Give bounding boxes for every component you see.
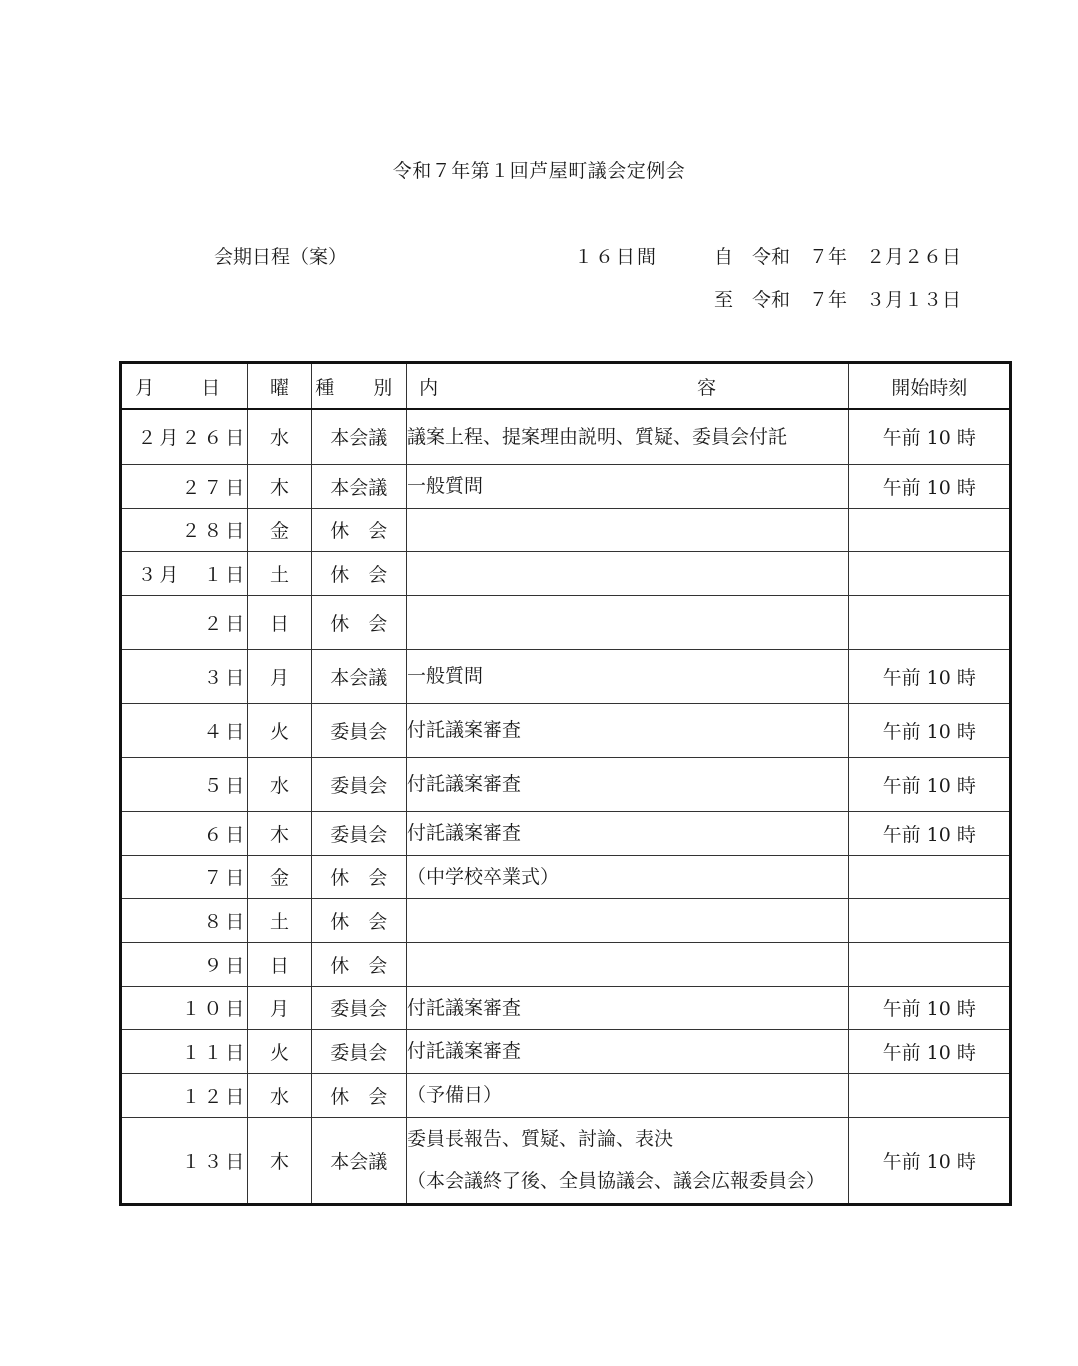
header-start-time: 開始時刻 <box>849 363 1011 410</box>
cell-content <box>406 1073 848 1117</box>
cell-date: １２日 <box>121 1073 248 1117</box>
cell-type: 本会議 <box>311 409 406 464</box>
cell-start-time: 午前 10 時 <box>849 757 1011 811</box>
cell-type: 休 会 <box>311 855 406 898</box>
cell-day-of-week: 水 <box>248 757 311 811</box>
cell-content <box>406 464 848 508</box>
cell-type: 本会議 <box>311 1117 406 1204</box>
cell-day-of-week: 木 <box>248 811 311 855</box>
cell-type: 休 会 <box>311 1073 406 1117</box>
term-label: 会期日程（案） <box>214 246 348 268</box>
cell-type: 委員会 <box>311 757 406 811</box>
schedule-body <box>121 409 1011 1204</box>
cell-date: ９日 <box>121 942 248 986</box>
table-row <box>121 1073 1011 1117</box>
cell-day-of-week: 木 <box>248 464 311 508</box>
cell-start-time: 午前 10 時 <box>849 464 1011 508</box>
cell-day-of-week: 金 <box>248 855 311 898</box>
content-line: 一般質問 <box>406 665 483 687</box>
cell-type: 休 会 <box>311 898 406 942</box>
content-line: 付託議案審査 <box>406 822 521 844</box>
cell-day-of-week: 水 <box>248 1073 311 1117</box>
table-row <box>121 595 1011 649</box>
cell-content <box>406 551 848 595</box>
table-row <box>121 811 1011 855</box>
cell-type: 休 会 <box>311 508 406 551</box>
content-line: 付託議案審査 <box>406 719 521 741</box>
cell-content <box>406 757 848 811</box>
table-row <box>121 898 1011 942</box>
table-row <box>121 464 1011 508</box>
cell-day-of-week: 水 <box>248 409 311 464</box>
cell-type: 休 会 <box>311 942 406 986</box>
cell-day-of-week: 月 <box>248 649 311 703</box>
content-line: 付託議案審査 <box>406 996 521 1019</box>
cell-content <box>406 986 848 1029</box>
cell-content <box>406 1117 848 1204</box>
cell-date: ３月 １日 <box>121 551 248 595</box>
cell-content <box>406 508 848 551</box>
cell-date: ３日 <box>121 649 248 703</box>
session-start-date: 自 令和 ７年 ２月２６日 <box>714 246 962 268</box>
table-row <box>121 757 1011 811</box>
cell-date: １３日 <box>121 1117 248 1204</box>
cell-date: ２７日 <box>121 464 248 508</box>
header-content: 内 容 <box>406 363 848 410</box>
table-row <box>121 703 1011 757</box>
cell-content <box>406 855 848 898</box>
cell-type: 委員会 <box>311 1029 406 1073</box>
cell-day-of-week: 日 <box>248 595 311 649</box>
table-row <box>121 508 1011 551</box>
content-line: 議案上程、提案理由説明、質疑、委員会付託 <box>406 425 787 448</box>
cell-content <box>406 703 848 757</box>
table-row <box>121 649 1011 703</box>
cell-start-time: 午前 10 時 <box>849 703 1011 757</box>
content-line: 委員長報告、質疑、討論、表決 <box>406 1128 673 1150</box>
content-line: 付託議案審査 <box>406 773 521 795</box>
cell-start-time: 午前 10 時 <box>849 1029 1011 1073</box>
cell-day-of-week: 火 <box>248 1029 311 1073</box>
cell-day-of-week: 土 <box>248 898 311 942</box>
content-line: 付託議案審査 <box>406 1040 521 1062</box>
table-row <box>121 1117 1011 1204</box>
cell-start-time <box>849 551 1011 595</box>
cell-day-of-week: 金 <box>248 508 311 551</box>
cell-start-time: 午前 10 時 <box>849 1117 1011 1204</box>
cell-day-of-week: 火 <box>248 703 311 757</box>
document-title: 令和７年第１回芦屋町議会定例会 <box>392 160 686 182</box>
cell-start-time: 午前 10 時 <box>849 986 1011 1029</box>
cell-start-time <box>849 595 1011 649</box>
cell-day-of-week: 土 <box>248 551 311 595</box>
cell-date: ７日 <box>121 855 248 898</box>
header-type: 種 別 <box>311 363 406 410</box>
cell-start-time: 午前 10 時 <box>849 649 1011 703</box>
cell-date: ５日 <box>121 757 248 811</box>
cell-content <box>406 649 848 703</box>
table-row <box>121 1029 1011 1073</box>
cell-start-time <box>849 1073 1011 1117</box>
cell-start-time: 午前 10 時 <box>849 409 1011 464</box>
cell-type: 本会議 <box>311 649 406 703</box>
cell-date: ２月２６日 <box>121 409 248 464</box>
cell-start-time <box>849 898 1011 942</box>
cell-date: ４日 <box>121 703 248 757</box>
cell-type: 委員会 <box>311 986 406 1029</box>
table-row <box>121 986 1011 1029</box>
content-line: （中学校卒業式） <box>406 865 559 888</box>
cell-content <box>406 811 848 855</box>
cell-start-time <box>849 508 1011 551</box>
cell-date: １１日 <box>121 1029 248 1073</box>
cell-type: 本会議 <box>311 464 406 508</box>
session-end-date: 至 令和 ７年 ３月１３日 <box>714 289 962 311</box>
cell-content <box>406 898 848 942</box>
content-line: （予備日） <box>406 1084 502 1106</box>
header-day-of-week: 曜 <box>248 363 311 410</box>
content-line: 一般質問 <box>406 475 483 497</box>
cell-type: 休 会 <box>311 595 406 649</box>
cell-date: ２日 <box>121 595 248 649</box>
session-duration: １６日間 <box>574 246 659 268</box>
cell-type: 委員会 <box>311 811 406 855</box>
cell-day-of-week: 木 <box>248 1117 311 1204</box>
cell-date: ６日 <box>121 811 248 855</box>
cell-content <box>406 595 848 649</box>
table-row <box>121 855 1011 898</box>
table-row <box>121 551 1011 595</box>
cell-date: ２８日 <box>121 508 248 551</box>
cell-day-of-week: 日 <box>248 942 311 986</box>
cell-day-of-week: 月 <box>248 986 311 1029</box>
table-row <box>121 942 1011 986</box>
cell-type: 委員会 <box>311 703 406 757</box>
cell-content <box>406 1029 848 1073</box>
cell-start-time <box>849 942 1011 986</box>
schedule-table <box>119 361 1012 1206</box>
cell-start-time <box>849 855 1011 898</box>
cell-start-time: 午前 10 時 <box>849 811 1011 855</box>
header-date: 月 日 <box>121 363 248 410</box>
cell-date: １０日 <box>121 986 248 1029</box>
content-line: （本会議終了後、全員協議会、議会広報委員会） <box>406 1170 825 1192</box>
table-header-row <box>121 363 1011 410</box>
cell-content <box>406 409 848 464</box>
cell-type: 休 会 <box>311 551 406 595</box>
table-row <box>121 409 1011 464</box>
cell-content <box>406 942 848 986</box>
cell-date: ８日 <box>121 898 248 942</box>
